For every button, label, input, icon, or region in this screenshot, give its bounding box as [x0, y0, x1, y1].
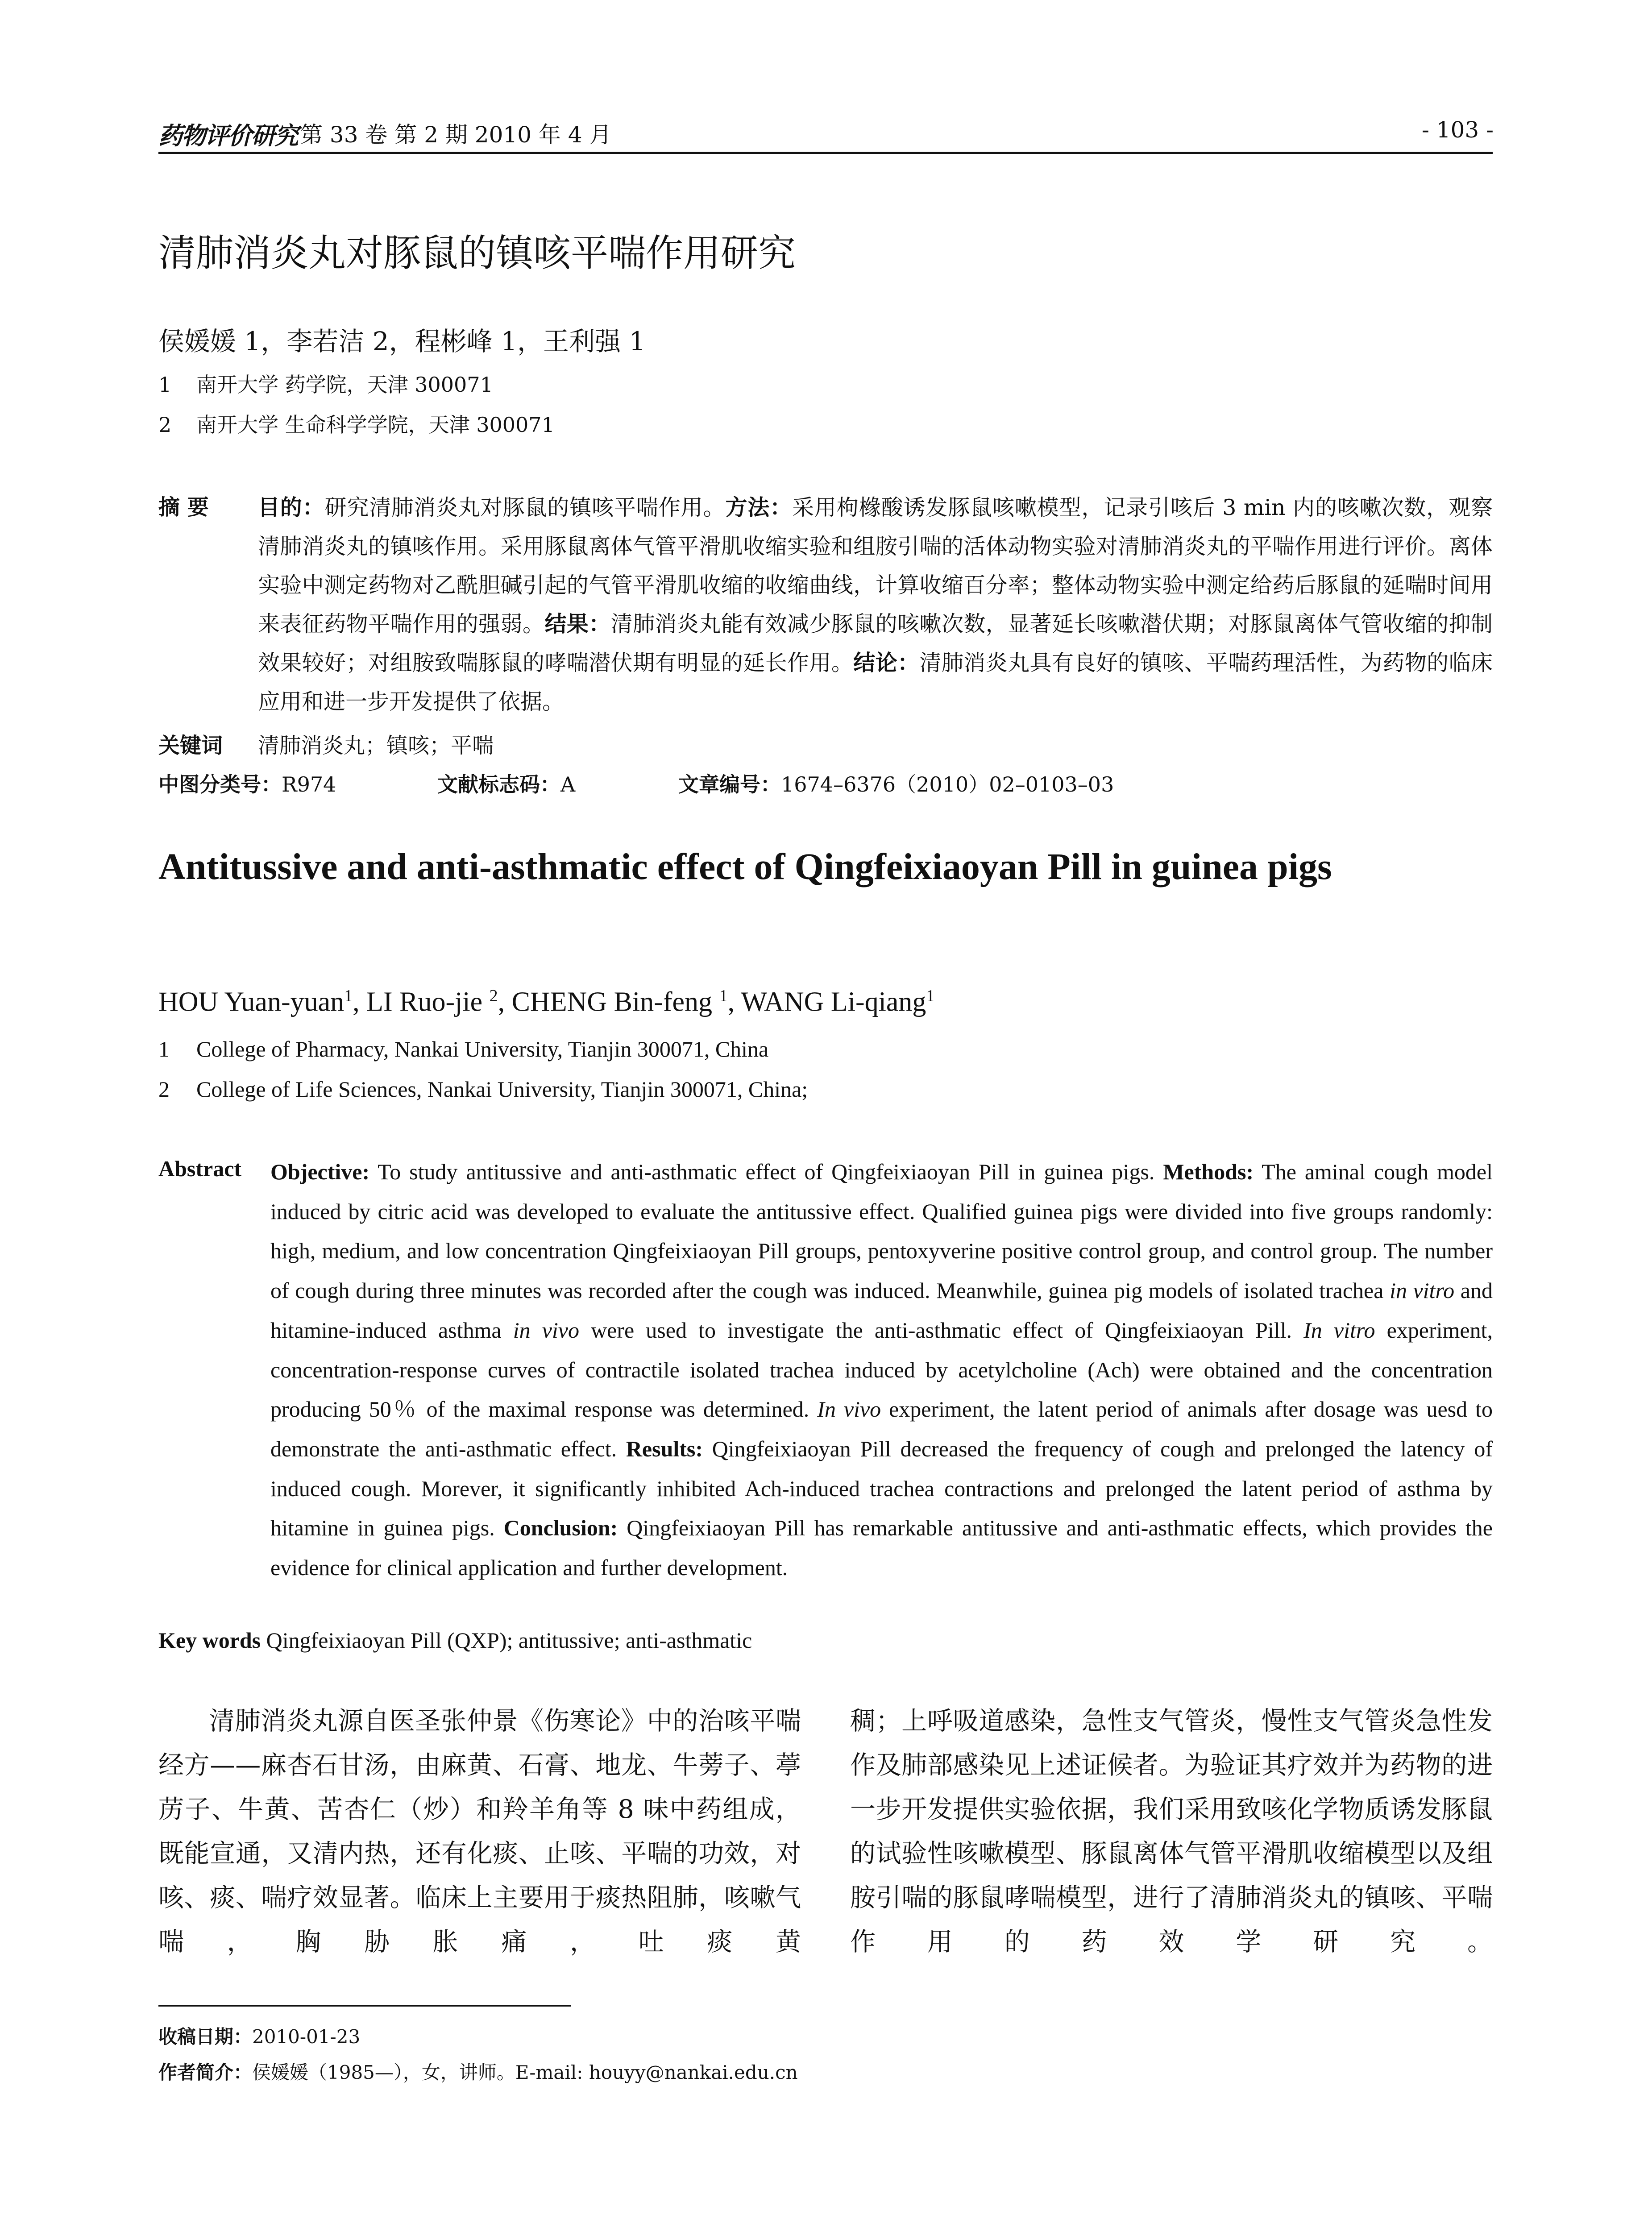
author-name: , WANG Li-qiang — [727, 987, 926, 1017]
english-authors — [158, 986, 934, 1018]
header-rule — [158, 152, 1493, 154]
issue-info: 第 33 卷 第 2 期 2010 年 4 月 — [300, 122, 612, 148]
keywords-text: Qingfeixiaoyan Pill (QXP); antitussive; anti-asthmatic — [261, 1628, 752, 1653]
english-abstract-label: Abstract — [158, 1156, 242, 1181]
in-vivo-term: In vivo — [817, 1397, 881, 1422]
chinese-abstract — [258, 488, 1493, 721]
author-affiliation-mark: 1 — [719, 987, 728, 1005]
chinese-keywords — [158, 728, 494, 759]
methods-label: 方法： — [725, 495, 793, 520]
objective-text: 研究清肺消炎丸对豚鼠的镇咳平喘作用。 — [324, 495, 726, 520]
chinese-affiliation-1 — [158, 369, 493, 398]
in-vitro-term: In vitro — [1303, 1317, 1375, 1343]
affiliation-text: College of Life Sciences, Nankai University, Tianjin 300071, China; — [196, 1077, 808, 1102]
english-keywords — [158, 1627, 752, 1653]
clc-number — [158, 768, 336, 798]
author-bio-label: 作者简介： — [158, 2061, 253, 2083]
english-abstract — [270, 1152, 1493, 1588]
clc-label: 中图分类号： — [158, 772, 282, 796]
footnote-rule — [158, 2005, 571, 2007]
chinese-authors: 侯媛媛 1，李若洁 2，程彬峰 1，王利强 1 — [158, 326, 646, 357]
affiliation-number: 2 — [158, 1077, 170, 1102]
methods-text: experiment, the latent period of animals after dosage was uesd to demonstrate the anti-asthmatic effect. — [270, 1397, 1493, 1461]
article-number-value: 1674–6376（2010）02–0103–03 — [781, 772, 1114, 796]
keywords-label: 关键词 — [158, 733, 223, 758]
methods-text: 采用枸橼酸诱发豚鼠咳嗽模型，记录引咳后 3 min 内的咳嗽次数，观察清肺消炎丸的镇咳作用。采用豚鼠离体气管平滑肌收缩实验和组胺引喘的活体动物实验对清肺消炎丸的平喘作用进行评价。离体实验中测定药物对乙酰胆碱引起的气管平滑肌收缩的收缩曲线，计算收缩百分率；整体动物实验中测定给药后豚鼠的延喘时间用来表征药物平喘作用的强弱。 — [258, 495, 1493, 637]
body-paragraph: 稠；上呼吸道感染，急性支气管炎，慢性支气管炎急性发作及肺部感染见上述证候者。为验证其疗效并为药物的进一步开发提供实验依据，我们采用致咳化学物质诱发豚鼠的试验性咳嗽模型、豚鼠离体气管平滑肌收缩模型以及组胺引喘的豚鼠哮喘模型，进行了清肺消炎丸的镇咳、平喘作用的药效学研究。 — [850, 1706, 1493, 1957]
affiliation-number: 1 — [158, 373, 172, 397]
author-affiliation-mark: 1 — [344, 987, 353, 1005]
methods-label: Methods: — [1163, 1159, 1254, 1184]
author-bio-text: 侯媛媛（1985—），女，讲师。E-mail: houyy@nankai.edu.cn — [252, 2061, 798, 2083]
body-column-right — [850, 1699, 1493, 1964]
chinese-abstract-label: 摘 要 — [158, 495, 209, 520]
page-number: - 103 - — [1421, 117, 1494, 143]
english-affiliation-1 — [158, 1036, 768, 1062]
author-name: , LI Ruo-jie — [353, 987, 490, 1017]
received-value: 2010-01-23 — [252, 2026, 361, 2048]
conclusion-label: Conclusion: — [503, 1515, 618, 1541]
affiliation-number: 1 — [158, 1037, 170, 1062]
document-code-value: A — [560, 772, 576, 796]
english-affiliation-2 — [158, 1076, 808, 1102]
keywords-text: 清肺消炎丸；镇咳；平喘 — [258, 733, 494, 758]
chinese-affiliation-2 — [158, 409, 555, 438]
english-title: Antitussive and anti-asthmatic effect of Qingfeixiaoyan Pill in guinea pigs — [158, 846, 1332, 887]
journal-name: 药物评价研究 — [158, 121, 298, 150]
objective-label: 目的： — [258, 495, 325, 520]
received-date — [158, 2022, 360, 2049]
body-column-left — [158, 1699, 801, 1964]
in-vivo-term: in vivo — [513, 1317, 579, 1343]
received-label: 收稿日期： — [158, 2026, 253, 2048]
affiliation-text: 南开大学 药学院，天津 300071 — [196, 373, 493, 397]
author-affiliation-mark: 2 — [489, 987, 498, 1005]
methods-text: experiment, concentration-response curves of contractile isolated trachea induced by acetylcholine (Ach) were obtained and the concentration producing 50％ of the maximal response was determined. — [270, 1317, 1493, 1422]
in-vitro-term: in vitro — [1390, 1278, 1455, 1303]
objective-text: To study antitussive and anti-asthmatic effect of Qingfeixiaoyan Pill in guinea pigs. — [369, 1159, 1163, 1184]
results-label: Results: — [626, 1436, 703, 1461]
clc-value: R974 — [282, 772, 336, 796]
chinese-title: 清肺消炎丸对豚鼠的镇咳平喘作用研究 — [158, 231, 796, 275]
author-name: , CHENG Bin-feng — [498, 987, 719, 1017]
conclusion-text: 清肺消炎丸具有良好的镇咳、平喘药理活性，为药物的临床应用和进一步开发提供了依据。 — [258, 650, 1493, 714]
results-text: 清肺消炎丸能有效减少豚鼠的咳嗽次数，显著延长咳嗽潜伏期；对豚鼠离体气管收缩的抑制效果较好；对组胺致喘豚鼠的哮喘潜伏期有明显的延长作用。 — [258, 611, 1493, 676]
results-label: 结果： — [544, 611, 611, 637]
article-number-label: 文章编号： — [678, 772, 781, 796]
methods-text: were used to investigate the anti-asthmatic effect of Qingfeixiaoyan Pill. — [579, 1317, 1304, 1343]
methods-text: The aminal cough model induced by citric acid was developed to evaluate the antitussive effect. Qualified guinea pigs were divided into five groups randomly: high, medium, and low concentration Qingfeixiaoyan Pill groups, pentoxyverine positive control group, and control group. The number of cough during three minutes was recorded after the cough was induced. Meanwhile, guinea pig models of isolated trachea — [270, 1159, 1493, 1303]
affiliation-text: 南开大学 生命科学学院，天津 300071 — [196, 413, 555, 437]
author-affiliation-mark: 1 — [926, 987, 935, 1005]
author-bio — [158, 2058, 798, 2085]
article-number — [678, 768, 1114, 798]
affiliation-number: 2 — [158, 413, 172, 437]
body-paragraph: 清肺消炎丸源自医圣张仲景《伤寒论》中的治咳平喘经方——麻杏石甘汤，由麻黄、石膏、地龙、牛蒡子、葶苈子、牛黄、苦杏仁（炒）和羚羊角等 8 味中药组成，既能宣通，又清内热，还有化痰、止咳、平喘的功效，对咳、痰、喘疗效显著。临床上主要用于痰热阻肺，咳嗽气喘，胸胁胀痛，吐痰黄 — [158, 1706, 801, 1957]
objective-label: Objective: — [270, 1159, 370, 1184]
methods-text: and hitamine-induced asthma — [270, 1278, 1493, 1343]
author-name: HOU Yuan-yuan — [158, 987, 345, 1017]
affiliation-text: College of Pharmacy, Nankai University, Tianjin 300071, China — [196, 1037, 769, 1062]
conclusion-label: 结论： — [853, 650, 920, 676]
document-code-label: 文献标志码： — [437, 772, 560, 796]
conclusion-text: Qingfeixiaoyan Pill has remarkable antitussive and anti-asthmatic effects, which provides the evidence for clinical application and further development. — [270, 1515, 1493, 1580]
results-text: Qingfeixiaoyan Pill decreased the frequency of cough and prelonged the latency of induced cough. Morever, it significantly inhibited Ach-induced trachea contractions and prelonged the latent period of asthma by hitamine in guinea pigs. — [270, 1436, 1493, 1541]
document-code — [437, 768, 575, 798]
keywords-label: Key words — [158, 1628, 261, 1653]
